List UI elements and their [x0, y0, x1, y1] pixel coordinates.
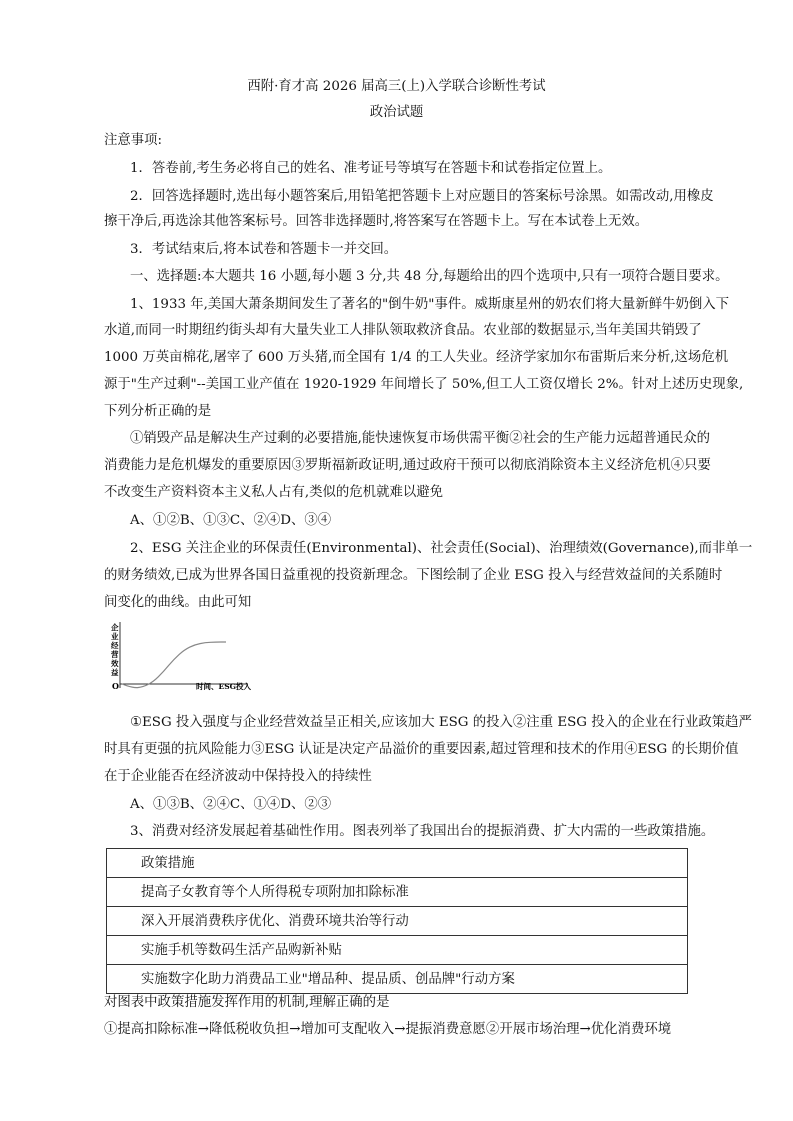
esg-curve-line: [122, 642, 226, 688]
q2-line-2: 的财务绩效,已成为世界各国日益重视的投资新理念。下图绘制了企业 ESG 投入与经营效益间的关系随时: [104, 568, 723, 583]
q1-options: A、①②B、①③C、②④D、③④: [130, 513, 332, 528]
notice-item-2-cont: 擦干净后,再选涂其他答案标号。回答非选择题时,将答案写在答题卡上。写在本试卷上无效。: [104, 214, 649, 229]
q2-line-3: 间变化的曲线。由此可知: [104, 595, 252, 610]
subject-title: 政治试题: [369, 105, 424, 120]
table-cell: 提高子女教育等个人所得税专项附加扣除标准: [107, 878, 688, 907]
q1-line-4: 源于"生产过剩"--美国工业产值在 1920-1929 年间增长了 50%,但工人工资仅增长 2%。针对上述历史现象,: [104, 377, 744, 392]
q1-statement-3: 不改变生产资料资本主义私人占有,类似的危机就难以避免: [104, 485, 444, 500]
table-row: [107, 965, 688, 994]
y-axis-label-char: 经: [111, 641, 119, 650]
q2-statement-3: 在于企业能否在经济波动中保持投入的持续性: [104, 769, 372, 784]
table-row: [107, 936, 688, 965]
y-axis-label-char: 营: [111, 650, 119, 659]
q1-statement-2: 消费能力是危机爆发的重要原因③罗斯福新政证明,通过政府干预可以彻底消除资本主义经济危机④只要: [104, 458, 711, 473]
q1-line-2: 水道,而同一时期纽约街头却有大量失业工人排队领取救济食品。农业部的数据显示,当年美国共销毁了: [104, 323, 702, 338]
q1-statement-1: ①销毁产品是解决生产过剩的必要措施,能快速恢复市场供需平衡②社会的生产能力远超普通民众的: [130, 431, 711, 446]
notice-item-1: 1．答卷前,考生务必将自己的姓名、准考证号等填写在答题卡和试卷指定位置上。: [130, 161, 612, 176]
table-cell: 实施数字化助力消费品工业"增品种、提品质、创品牌"行动方案: [107, 965, 688, 994]
y-axis-label-char: 企: [111, 623, 119, 632]
x-axis-label: 时间、ESG投入: [196, 682, 252, 691]
table-row: [107, 878, 688, 907]
q2-statement-2: 时具有更强的抗风险能力③ESG 认证是决定产品溢价的重要因素,超过管理和技术的作用④ESG 的长期价值: [104, 742, 739, 757]
origin-label: O: [112, 681, 119, 691]
exam-title: 西附·育才高 2026 届高三(上)入学联合诊断性考试: [247, 79, 546, 94]
q3-intro: 3、消费对经济发展起着基础性作用。图表列举了我国出台的提振消费、扩大内需的一些政策措施。: [130, 824, 715, 839]
table-row: [107, 907, 688, 936]
q1-line-1: 1、1933 年,美国大萧条期间发生了著名的"倒牛奶"事件。威斯康星州的奶农们将大量新鲜牛奶倒入下: [130, 297, 730, 312]
section-heading: 一、选择题:本大题共 16 小题,每小题 3 分,共 48 分,每题给出的四个选项中,只有一项符合题目要求。: [130, 269, 729, 284]
table-header-cell: 政策措施: [107, 849, 688, 878]
table-cell: 实施手机等数码生活产品购新补贴: [107, 936, 688, 965]
y-axis-label-char: 业: [111, 632, 119, 641]
q3-question: 对图表中政策措施发挥作用的机制,理解正确的是: [104, 995, 390, 1010]
table-cell: 深入开展消费秩序优化、消费环境共治等行动: [107, 907, 688, 936]
q2-line-1: 2、ESG 关注企业的环保责任(Environmental)、社会责任(Social)、治理绩效(Governance),而非单一: [130, 541, 753, 556]
y-axis-label-char: 效: [111, 659, 119, 668]
table-header-row: [107, 849, 688, 878]
q1-line-5: 下列分析正确的是: [104, 404, 212, 419]
q1-line-3: 1000 万英亩棉花,屠宰了 600 万头猪,而全国有 1/4 的工人失业。经济学家加尔布雷斯后来分析,这场危机: [104, 350, 729, 365]
policy-table: [106, 848, 688, 994]
q2-statement-1: ①ESG 投入强度与企业经营效益呈正相关,应该加大 ESG 的投入②注重 ESG 投入的企业在行业政策趋严: [130, 715, 752, 730]
y-axis-label: [111, 622, 119, 677]
notice-item-2: 2．回答选择题时,选出每小题答案后,用铅笔把答题卡上对应题目的答案标号涂黑。如需改动,用橡皮: [130, 189, 714, 204]
q3-statement-1: ①提高扣除标准→降低税收负担→增加可支配收入→提振消费意愿②开展市场治理→优化消费环境: [104, 1022, 672, 1037]
notice-item-3: 3．考试结束后,将本试卷和答题卡一并交回。: [130, 242, 398, 257]
q2-options: A、①③B、②④C、①④D、②③: [130, 797, 332, 812]
y-axis-label-char: 益: [111, 668, 119, 677]
notice-heading: 注意事项:: [104, 133, 163, 148]
esg-curve-chart: [108, 620, 268, 696]
